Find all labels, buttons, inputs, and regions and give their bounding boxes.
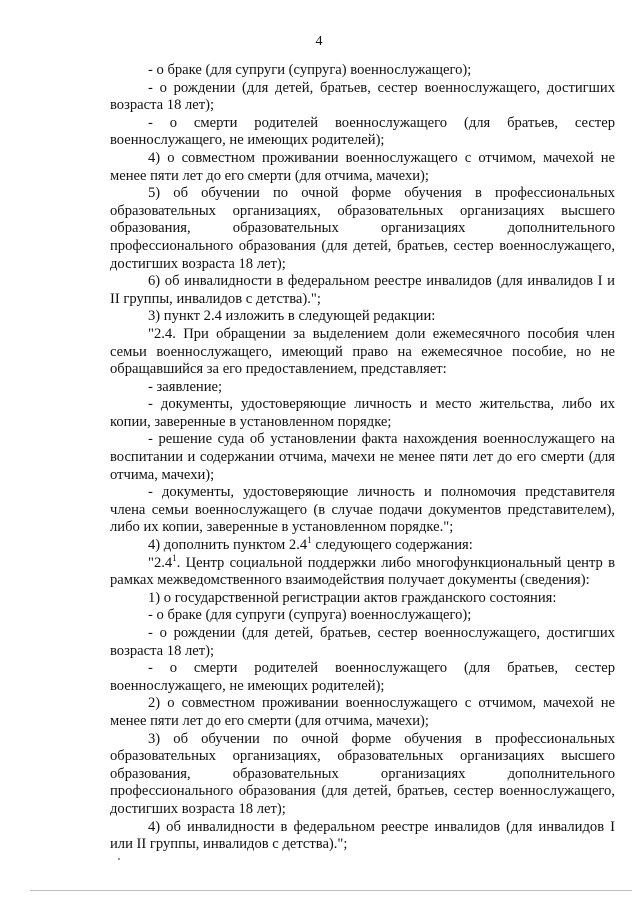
paragraph: - о смерти родителей военнослужащего (для братьев, сестер военнослужащего, не имеющих родителей); xyxy=(110,660,615,694)
paragraph: 4) об инвалидности в федеральном реестре инвалидов (для инвалидов I или II группы, инвалидов с детства)."; xyxy=(110,818,615,853)
paragraph: - решение суда об установлении факта нахождения военнослужащего на воспитании и содержании отчима, мачехи не менее пяти лет до его смерти (для отчима, мачехи); xyxy=(110,431,615,483)
paragraph: "$2.4^1$. Центр социальной поддержки либо многофункциональный центр в рамках межведомственного взаимодействия получает документы (сведения): xyxy=(110,552,615,589)
paragraph: - о рождении (для детей, братьев, сестер военнослужащего, достигших возраста 18 лет); xyxy=(110,625,615,659)
paragraph: 5) об обучении по очной форме обучения в профессиональных образовательных организациях, образовательных организациях высшего образования, образовательных организациях дополнительного профессионального образования (для детей, братьев, сестер военнослужащего, достигших возраста 18 лет); xyxy=(110,185,615,272)
paragraph: 3) пункт 2.4 изложить в следующей редакции: xyxy=(148,308,436,325)
paragraph: 4) дополнить пунктом $2.4^1$ следующего содержания: xyxy=(148,535,473,554)
paragraph: - документы, удостоверяющие личность и полномочия представителя члена семьи военнослужащего (в случае подачи документов представителем), либо их копии, заверенные в установленном порядке."; xyxy=(110,484,615,536)
superscript-one: 1 xyxy=(307,535,312,546)
paragraph: - о смерти родителей военнослужащего (для братьев, сестер военнослужащего, не имеющих родителей); xyxy=(110,114,615,149)
paragraph: 2) о совместном проживании военнослужащего с отчимом, мачехой не менее пяти лет до его смерти (для отчима, мачехи); xyxy=(110,695,615,729)
scan-edge-line xyxy=(30,890,632,891)
paragraph: - о браке (для супруги (супруга) военнослужащего); xyxy=(148,62,472,78)
paragraph: 3) об обучении по очной форме обучения в профессиональных образовательных организациях, образовательных организациях высшего образования, образовательных организациях дополнительного профессионального образования (для детей, братьев, сестер военнослужащего, достигших возраста 18 лет); xyxy=(110,730,615,817)
paragraph: "2.4. При обращении за выделением доли ежемесячного пособия член семьи военнослужащего, имеющий право на ежемесячное пособие, но не обращавшийся за его предоставлением, представляет: xyxy=(110,325,615,378)
paragraph: 4) о совместном проживании военнослужащего с отчимом, мачехой не менее пяти лет до его смерти (для отчима, мачехи); xyxy=(110,149,615,184)
paragraph: 1) о государственной регистрации актов гражданского состояния: xyxy=(148,589,557,606)
paragraph: - о рождении (для детей, братьев, сестер военнослужащего, достигших возраста 18 лет); xyxy=(110,79,615,114)
paragraph: - документы, удостоверяющие личность и место жительства, либо их копии, заверенные в установленном порядке; xyxy=(110,396,615,430)
superscript-one: 1 xyxy=(172,552,177,563)
paragraph: - о браке (для супруги (супруга) военнослужащего); xyxy=(148,607,472,624)
document-body xyxy=(110,62,615,854)
page-number: 4 xyxy=(315,34,323,49)
paragraph: - заявление; xyxy=(148,378,223,395)
paragraph: 6) об инвалидности в федеральном реестре инвалидов (для инвалидов I и II группы, инвалидов с детства)."; xyxy=(110,273,615,307)
scan-speck xyxy=(118,858,120,860)
